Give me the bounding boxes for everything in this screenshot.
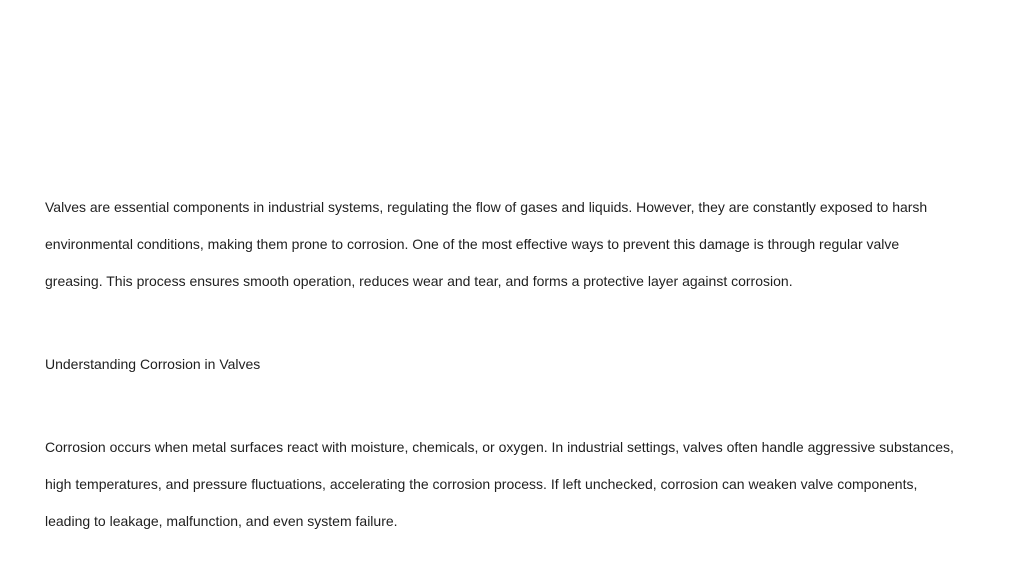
intro-line: Valves are essential components in industrial systems, regulating the flow of gases and liquids. However, they are constantly exposed to harsh	[45, 199, 928, 215]
corrosion-line: Corrosion occurs when metal surfaces react with moisture, chemicals, or oxygen. In industrial settings, valves often handle aggressive substances,	[45, 439, 954, 455]
corrosion-paragraph	[45, 429, 995, 540]
intro-line: environmental conditions, making them prone to corrosion. One of the most effective ways to prevent this damage is through regular valve	[45, 236, 900, 252]
intro-paragraph	[45, 189, 995, 300]
section-heading: Understanding Corrosion in Valves	[45, 356, 261, 372]
corrosion-line: high temperatures, and pressure fluctuations, accelerating the corrosion process. If left unchecked, corrosion can weaken valve components,	[45, 476, 918, 492]
intro-line: greasing. This process ensures smooth operation, reduces wear and tear, and forms a protective layer against corrosion.	[45, 273, 793, 289]
corrosion-line: leading to leakage, malfunction, and even system failure.	[45, 513, 398, 529]
